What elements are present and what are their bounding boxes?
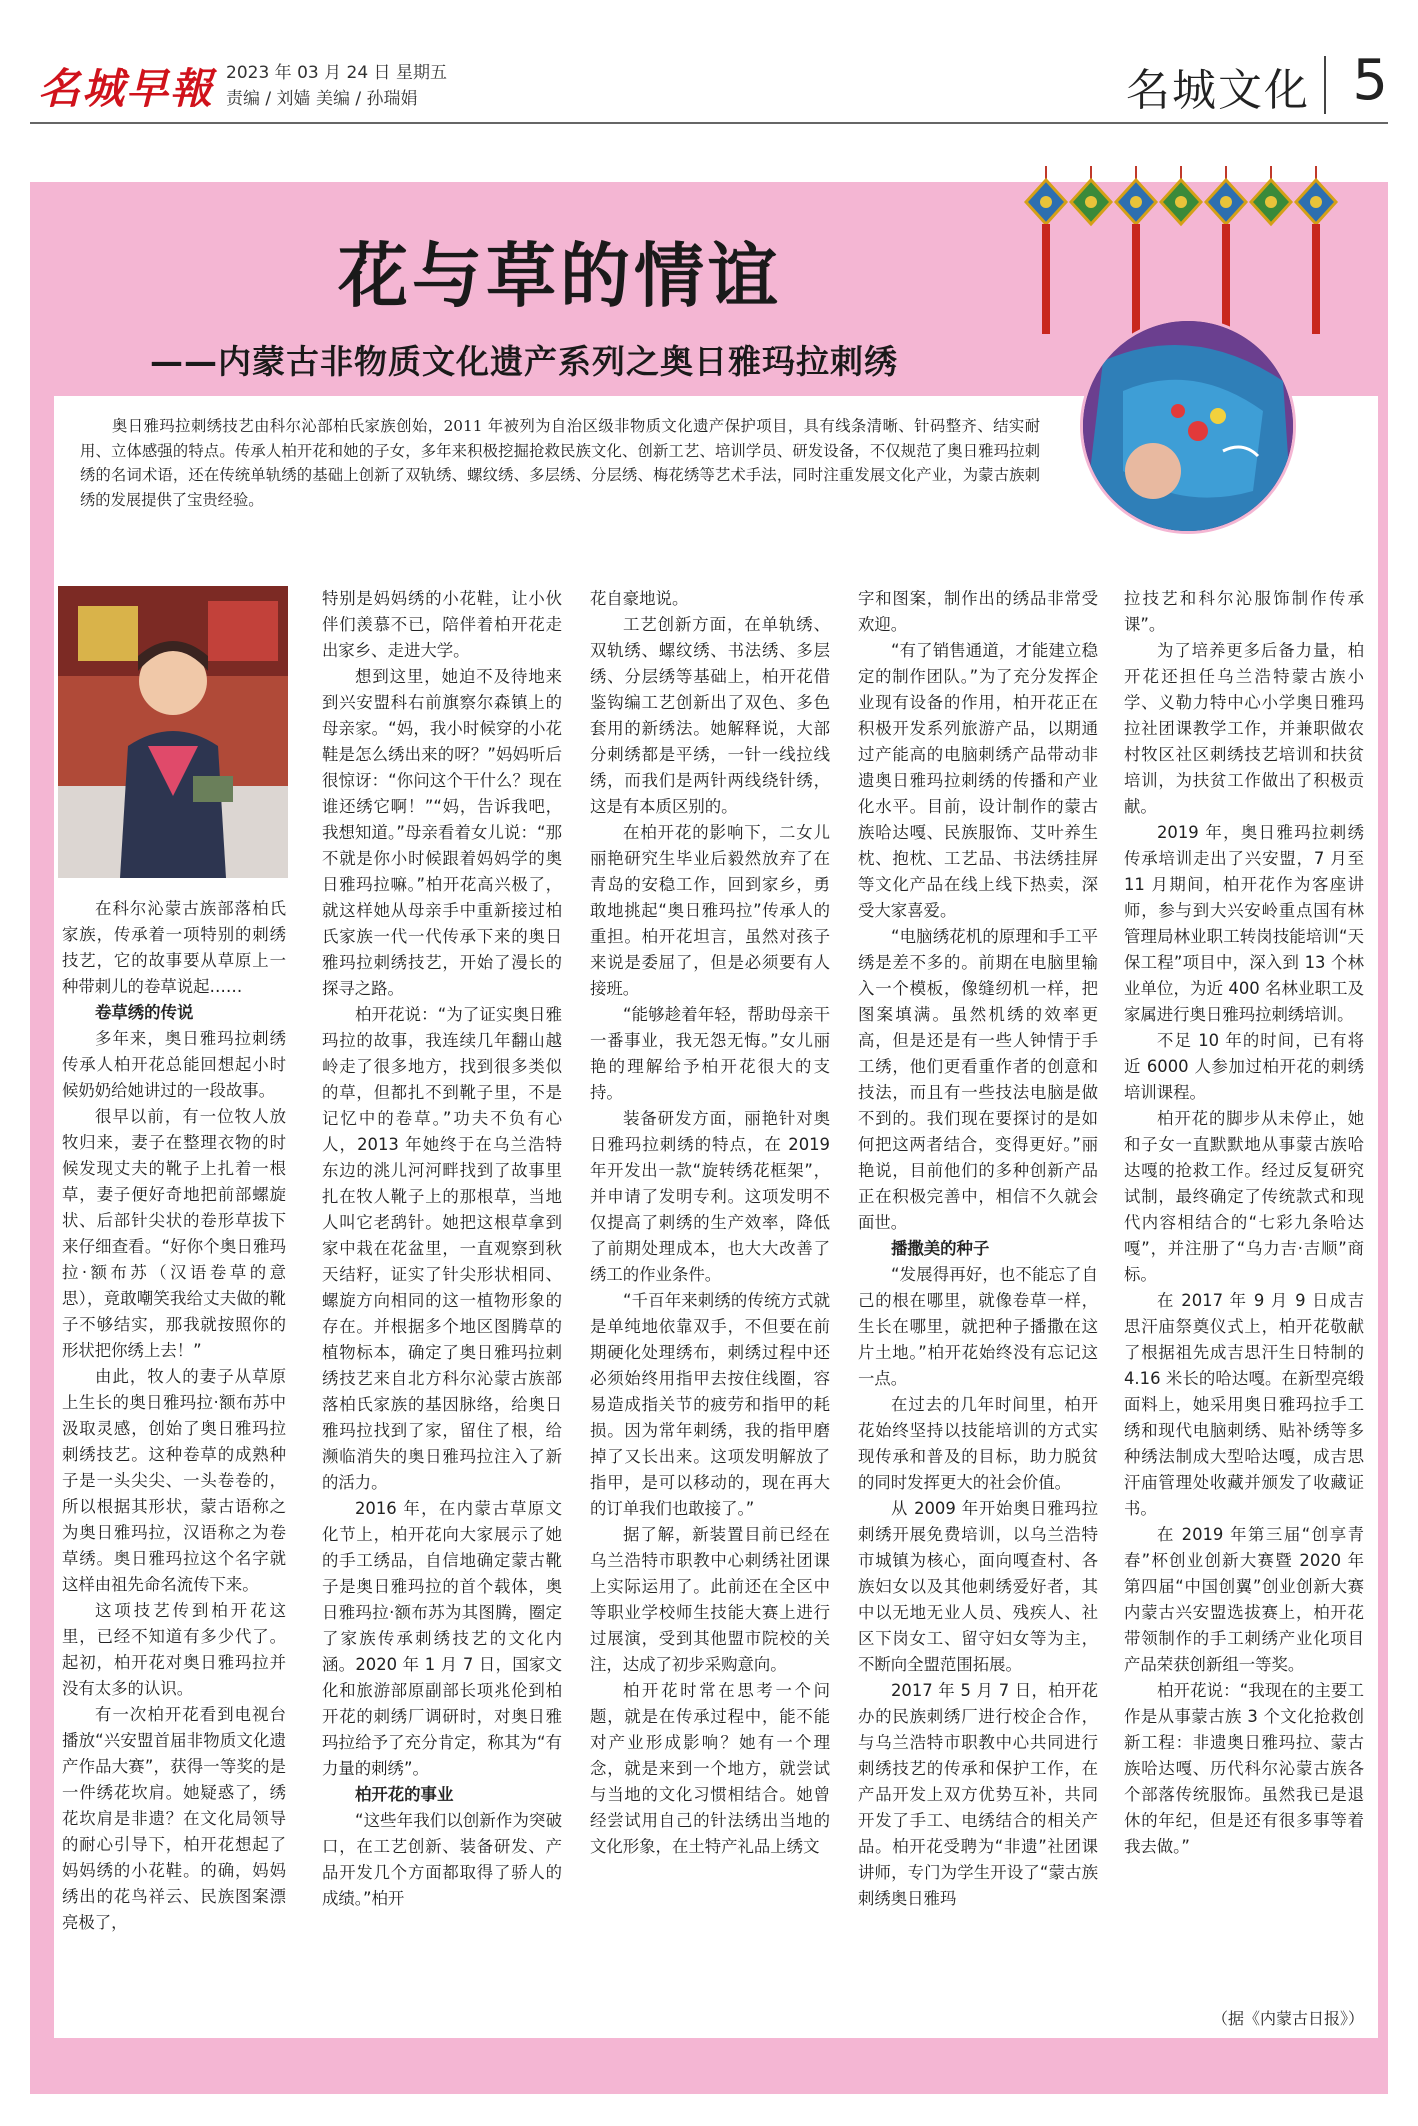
article-paragraph: 有一次柏开花看到电视台播放“兴安盟首届非物质文化遗产作品大赛”，获得一等奖的是一件绣花坎肩。她疑惑了，绣花坎肩是非遗？在文化局领导的耐心引导下，柏开花想起了妈妈绣的小花鞋。的确，妈妈绣出的花鸟祥云、民族图案漂亮极了，	[62, 1705, 286, 1932]
article-column-5	[1124, 586, 1364, 1860]
article-paragraph: 不足 10 年的时间，已有将近 6000 人参加过柏开花的刺绣培训课程。	[1124, 1031, 1364, 1102]
article-paragraph: 为了培养更多后备力量，柏开花还担任乌兰浩特蒙古族小学、义勒力特中心小学奥日雅玛拉社团课教学工作，并兼职做农村牧区社区刺绣技艺培训和扶贫培训，为扶贫工作做出了积极贡献。	[1124, 641, 1364, 816]
page-number: 5	[1352, 48, 1388, 113]
article-intro: 奥日雅玛拉刺绣技艺由科尔沁部柏氏家族创始，2011 年被列为自治区级非物质文化遗产保护项目，具有线条清晰、针码整齐、结实耐用、立体感强的特点。传承人柏开花和她的子女，多年来积极挖掘抢救民族文化、创新工艺、培训学员、研发设备，不仅规范了奥日雅玛拉刺绣的名词术语，还在传统单轨绣的基础上创新了双轨绣、螺纹绣、多层绣、分层绣、梅花绣等艺术手法，同时注重发展文化产业，为蒙古族刺绣的发展提供了宝贵经验。	[80, 417, 1040, 509]
article-subtitle: ——内蒙古非物质文化遗产系列之奥日雅玛拉刺绣	[150, 342, 898, 381]
article-title: 花与草的情谊	[338, 235, 782, 317]
article-paragraph: 据了解，新装置目前已经在乌兰浩特市职教中心刺绣社团课上实际运用了。此前还在全区中等职业学校师生技能大赛上进行过展演，受到其他盟市院校的关注，达成了初步采购意向。	[590, 1525, 830, 1674]
article-paragraph: 特别是妈妈绣的小花鞋，让小伙伴们羡慕不已，陪伴着柏开花走出家乡、走进大学。	[322, 589, 562, 660]
article-paragraph: 柏开花时常在思考一个问题，就是在传承过程中，能不能对产业形成影响？她有一个理念，就是来到一个地方，就尝试与当地的文化习惯相结合。她曾经尝试用自己的针法绣出当地的文化形象，在土特产礼品上绣文	[590, 1681, 830, 1856]
article-paragraph: 花自豪地说。	[590, 589, 689, 608]
article-paragraph: 很早以前，有一位牧人放牧归来，妻子在整理衣物的时候发现丈夫的靴子上扎着一根草，妻子便好奇地把前部螺旋状、后部针尖状的卷形草拔下来仔细查看。“好你个奥日雅玛拉·额布苏（汉语卷草的意思），竟敢嘲笑我给丈夫做的靴子不够结实，那我就按照你的形状把你绣上去！”	[62, 1107, 286, 1360]
article-paragraph: 这项技艺传到柏开花这里，已经不知道有多少代了。起初，柏开花对奥日雅玛拉并没有太多的认识。	[62, 1601, 286, 1698]
article-column-3	[590, 586, 830, 1860]
article-paragraph: 在 2017 年 9 月 9 日成吉思汗庙祭奠仪式上，柏开花敬献了根据祖先成吉思汗生日特制的 4.16 米长的哈达嘎。在新型亮缎面料上，她采用奥日雅玛拉手工绣和现代电脑刺绣、贴补绣等多种绣法制成大型哈达嘎，成吉思汗庙管理处收藏并颁发了收藏证书。	[1124, 1291, 1364, 1518]
article-paragraph: 多年来，奥日雅玛拉刺绣传承人柏开花总能回想起小时候奶奶给她讲过的一段故事。	[62, 1029, 286, 1100]
article-paragraph: 2019 年，奥日雅玛拉刺绣传承培训走出了兴安盟，7 月至 11 月期间，柏开花作为客座讲师，参与到大兴安岭重点国有林管理局林业职工转岗技能培训“天保工程”项目中，深入到 13 个林业单位，为近 400 名林业职工及家属进行奥日雅玛拉刺绣培训。	[1124, 823, 1364, 1024]
article-column-4	[858, 586, 1098, 1912]
article-paragraph: 工艺创新方面，在单轨绣、双轨绣、螺纹绣、书法绣、多层绣、分层绣等基础上，柏开花借鉴钩编工艺创新出了双色、多色套用的新绣法。她解释说，大部分刺绣都是平绣，一针一线拉线绣，而我们是两针两线绕针绣，这是有本质区别的。	[590, 615, 830, 816]
article-paragraph: 想到这里，她迫不及待地来到兴安盟科右前旗察尔森镇上的母亲家。“妈，我小时候穿的小花鞋是怎么绣出来的呀？”妈妈听后很惊讶：“你问这个干什么？现在谁还绣它啊！”“妈，告诉我吧，我想知道。”母亲看着女儿说：“那不就是你小时候跟着妈妈学的奥日雅玛拉嘛。”柏开花高兴极了，就这样她从母亲手中重新接过柏氏家族一代一代传承下来的奥日雅玛拉刺绣技艺，开始了漫长的探寻之路。	[322, 667, 562, 998]
article-paragraph: 拉技艺和科尔沁服饰制作传承课”。	[1124, 589, 1364, 634]
article-paragraph: 在柏开花的影响下，二女儿丽艳研究生毕业后毅然放弃了在青岛的安稳工作，回到家乡，勇敢地挑起“奥日雅玛拉”传承人的重担。柏开花坦言，虽然对孩子来说是委屈了，但是必须要有人接班。	[590, 823, 830, 998]
article-paragraph: “能够趁着年轻，帮助母亲干一番事业，我无怨无悔。”女儿丽艳的理解给予柏开花很大的支持。	[590, 1005, 830, 1102]
portrait-photo	[58, 586, 288, 878]
section-title: 名城文化	[1126, 65, 1310, 116]
issue-meta	[226, 60, 447, 112]
article-paragraph: 柏开花说：“为了证实奥日雅玛拉的故事，我连续几年翻山越岭走了很多地方，找到很多类似的草，但都扎不到靴子里，不是记忆中的卷草。”功夫不负有心人，2013 年她终于在乌兰浩特东边的洮儿河河畔找到了故事里扎在牧人靴子上的那根草，当地人叫它老鸹针。她把这根草拿到家中栽在花盆里，一直观察到秋天结籽，证实了针尖形状相同、螺旋方向相同的这一植物形象的存在。并根据多个地区图腾草的植物标本，确定了奥日雅玛拉刺绣技艺来自北方科尔沁蒙古族部落柏氏家族的基因脉络，给奥日雅玛拉找到了家，留住了根，给濒临消失的奥日雅玛拉注入了新的活力。	[322, 1005, 562, 1492]
article-paragraph: 2016 年，在内蒙古草原文化节上，柏开花向大家展示了她的手工绣品，自信地确定蒙古靴子是奥日雅玛拉的首个载体，奥日雅玛拉·额布苏为其图腾，圈定了家族传承刺绣技艺的文化内涵。2020 年 1 月 7 日，国家文化和旅游部原副部长项兆伦到柏开花的刺绣厂调研时，对奥日雅玛拉给予了充分肯定，称其为“有力量的刺绣”。	[322, 1499, 562, 1778]
masthead-divider	[1324, 56, 1326, 114]
article-paragraph: “这些年我们以创新作为突破口，在工艺创新、装备研发、产品开发几个方面都取得了骄人的成绩。”柏开	[322, 1811, 562, 1908]
article-paragraph: “电脑绣花机的原理和手工平绣是差不多的。前期在电脑里输入一个模板，像缝纫机一样，把图案填满。虽然机绣的效率更高，但是还是有一些人钟情于手工绣，他们更看重作者的创意和技法，而且有一些技法电脑是做不到的。我们现在要探讨的是如何把这两者结合，变得更好。”丽艳说，目前他们的多种创新产品正在积极完善中，相信不久就会面世。	[858, 927, 1098, 1232]
issue-date: 2023 年 03 月 24 日 星期五	[226, 63, 447, 83]
article-paragraph: 柏开花的脚步从未停止，她和子女一直默默地从事蒙古族哈达嘎的抢救工作。经过反复研究试制，最终确定了传统款式和现代内容相结合的“七彩九条哈达嘎”，并注册了“乌力吉·吉顺”商标。	[1124, 1109, 1364, 1284]
article-paragraph: 在 2019 年第三届“创享青春”杯创业创新大赛暨 2020 年第四届“中国创翼”创业创新大赛内蒙古兴安盟选拔赛上，柏开花带领制作的手工刺绣产业化项目产品荣获创新组一等奖。	[1124, 1525, 1364, 1674]
article-source: （据《内蒙古日报》）	[1211, 2009, 1364, 2028]
article-paragraph: 装备研发方面，丽艳针对奥日雅玛拉刺绣的特点，在 2019 年开发出一款“旋转绣花框架”，并申请了发明专利。这项发明不仅提高了刺绣的生产效率，降低了前期处理成本，也大大改善了绣工的作业条件。	[590, 1109, 830, 1284]
article-paragraph: 字和图案，制作出的绣品非常受欢迎。	[858, 589, 1098, 634]
article-paragraph: 在科尔沁蒙古族部落柏氏家族，传承着一项特别的刺绣技艺，它的故事要从草原上一种带刺儿的卷草说起……	[62, 899, 286, 996]
article-column-1	[62, 896, 286, 1936]
section-heading: 卷草绣的传说	[95, 1003, 194, 1022]
article-paragraph: “千百年来刺绣的传统方式就是单纯地依靠双手，不但要在前期硬化处理绣布，刺绣过程中还必须始终用指甲去按住线圈，容易造成指关节的疲劳和指甲的耗损。因为常年刺绣，我的指甲磨掉了又长出来。这项发明解放了指甲，是可以移动的，现在再大的订单我们也敢接了。”	[590, 1291, 830, 1518]
article-paragraph: 在过去的几年时间里，柏开花始终坚持以技能培训的方式实现传承和普及的目标，助力脱贫的同时发挥更大的社会价值。	[858, 1395, 1098, 1492]
newspaper-logo: 名城早報	[38, 64, 215, 113]
article-paragraph: 从 2009 年开始奥日雅玛拉刺绣开展免费培训，以乌兰浩特市城镇为核心，面向嘎查村、各族妇女以及其他刺绣爱好者，其中以无地无业人员、残疾人、社区下岗女工、留守妇女等为主，不断向全盟范围拓展。	[858, 1499, 1098, 1674]
section-heading: 播撒美的种子	[891, 1239, 990, 1258]
article-paragraph: 由此，牧人的妻子从草原上生长的奥日雅玛拉·额布苏中汲取灵感，创始了奥日雅玛拉刺绣技艺。这种卷草的成熟种子是一头尖尖、一头卷卷的，所以根据其形状，蒙古语称之为奥日雅玛拉，汉语称之为卷草绣。奥日雅玛拉这个名字就这样由祖先命名流传下来。	[62, 1367, 286, 1594]
masthead	[30, 48, 1388, 120]
article-paragraph: “发展得再好，也不能忘了自己的根在哪里，就像卷草一样，生长在哪里，就把种子播撒在这片土地。”柏开花始终没有忘记这一点。	[858, 1265, 1098, 1388]
header-rule	[30, 122, 1388, 124]
issue-editors: 责编 / 刘嫱 美编 / 孙瑞娟	[226, 89, 418, 109]
section-heading: 柏开花的事业	[355, 1785, 454, 1804]
embroidery-photo	[1080, 318, 1296, 534]
article-paragraph: “有了销售通道，才能建立稳定的制作团队。”为了充分发挥企业现有设备的作用，柏开花正在积极开发系列旅游产品，以期通过产能高的电脑刺绣产品带动非遗奥日雅玛拉刺绣的传播和产业化水平。目前，设计制作的蒙古族哈达嘎、民族服饰、艾叶养生枕、抱枕、工艺品、书法绣挂屏等文化产品在线上线下热卖，深受大家喜爱。	[858, 641, 1098, 920]
article-paragraph: 2017 年 5 月 7 日，柏开花办的民族刺绣厂进行校企合作，与乌兰浩特市职教中心共同进行刺绣技艺的传承和保护工作，在产品开发上双方优势互补，共同开发了手工、电绣结合的相关产品。柏开花受聘为“非遗”社团课讲师，专门为学生开设了“蒙古族刺绣奥日雅玛	[858, 1681, 1098, 1908]
article-paragraph: 柏开花说：“我现在的主要工作是从事蒙古族 3 个文化抢救创新工程：非遗奥日雅玛拉、蒙古族哈达嘎、历代科尔沁蒙古族各个部落传统服饰。虽然我已是退休的年纪，但是还有很多事等着我去做。”	[1124, 1681, 1364, 1856]
article-column-2	[322, 586, 562, 1912]
